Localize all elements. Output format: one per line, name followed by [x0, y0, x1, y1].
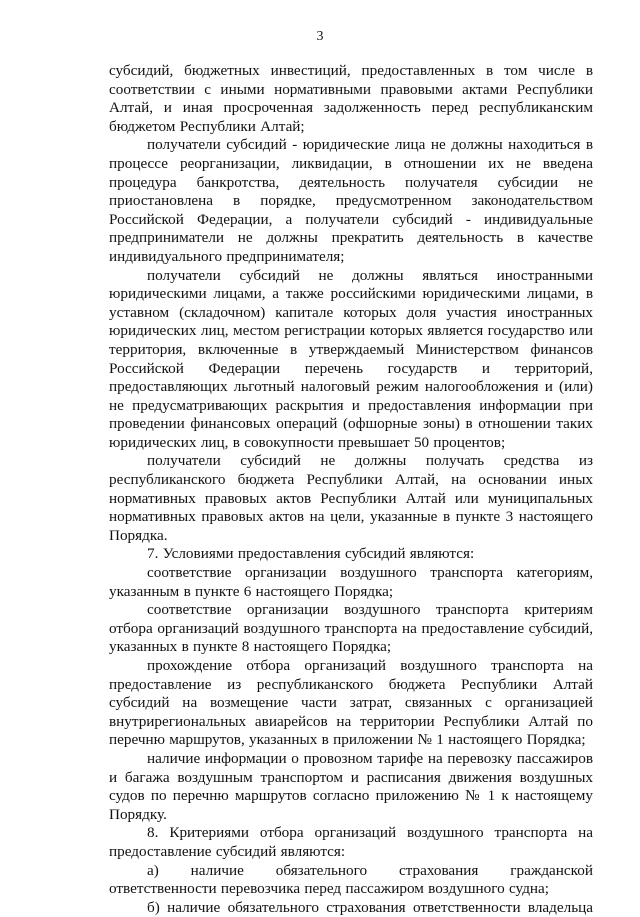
paragraph-selection: прохождение отбора организаций воздушного транспорта на предоставление из республиканского бюджета Республики Алтай субсидий на возмещение части затрат, связанных с организацией внутрирегиональных авиарейсов на территории Республики Алтай по перечню маршрутов, указанных в приложении № 1 настоящего Порядка; — [109, 657, 593, 749]
page-number: 3 — [316, 29, 324, 44]
paragraph-other-funds: получатели субсидий не должны получать средства из республиканского бюджета Республики Алтай, на основании иных нормативных правовых актов Республики Алтай или муниципальных нормативных правовых актов на цели, указанные в пункте 3 настоящего Порядка. — [109, 452, 593, 544]
section-7-heading: 7. Условиями предоставления субсидий являются: — [147, 545, 475, 563]
paragraph-category-compliance: соответствие организации воздушного транспорта категориям, указанным в пункте 6 настоящего Порядка; — [109, 564, 593, 600]
section-8-heading: 8. Критериями отбора организаций воздушного транспорта на предоставление субсидий являются: — [109, 824, 593, 860]
paragraph-tariff-info: наличие информации о провозном тарифе на перевозку пассажиров и багажа воздушным транспортом и расписания движения воздушных судов по перечню маршрутов согласно приложению № 1 к настоящему Порядку. — [109, 749, 593, 823]
paragraph-budget-debt: субсидий, бюджетных инвестиций, предоставленных в том числе в соответствии с иными нормативными правовыми актами Республики Алтай, и иная просроченная задолженность перед республиканским бюджетом Республики Алтай; — [109, 62, 593, 135]
paragraph-reorganization: получатели субсидий - юридические лица не должны находиться в процессе реорганизации, ликвидации, в отношении их не введена процедура банкротства, деятельность получателя субсидии не приостановлена в порядке, предусмотренном законодательством Российской Федерации, а получатели субсидий - индивидуальные предприниматели не должны прекратить деятельность в качестве индивидуального предпринимателя; — [109, 136, 593, 265]
item-a-insurance: а) наличие обязательного страхования гражданской ответственности перевозчика перед пассажиром воздушного судна; — [109, 861, 593, 898]
document-body — [109, 62, 593, 917]
item-b-insurance: б) наличие обязательного страхования ответственности владельца — [147, 898, 593, 916]
paragraph-foreign-entities: получатели субсидий не должны являться иностранными юридическими лицами, а также российскими юридическими лицами, в уставном (складочном) капитале которых доля участия иностранных юридических лиц, местом регистрации которых является государство или территория, включенные в утверждаемый Министерством финансов Российской Федерации перечень государств и территорий, предоставляющих льготный налоговый режим налогообложения и (или) не предусматривающих раскрытия и предоставления информации при проведении финансовых операций (офшорные зоны) в отношении таких юридических лиц, в совокупности превышает 50 процентов; — [109, 266, 593, 451]
paragraph-criteria-compliance: соответствие организации воздушного транспорта критериям отбора организаций воздушного транспорта на предоставление субсидий, указанных в пункте 8 настоящего Порядка; — [109, 601, 593, 656]
